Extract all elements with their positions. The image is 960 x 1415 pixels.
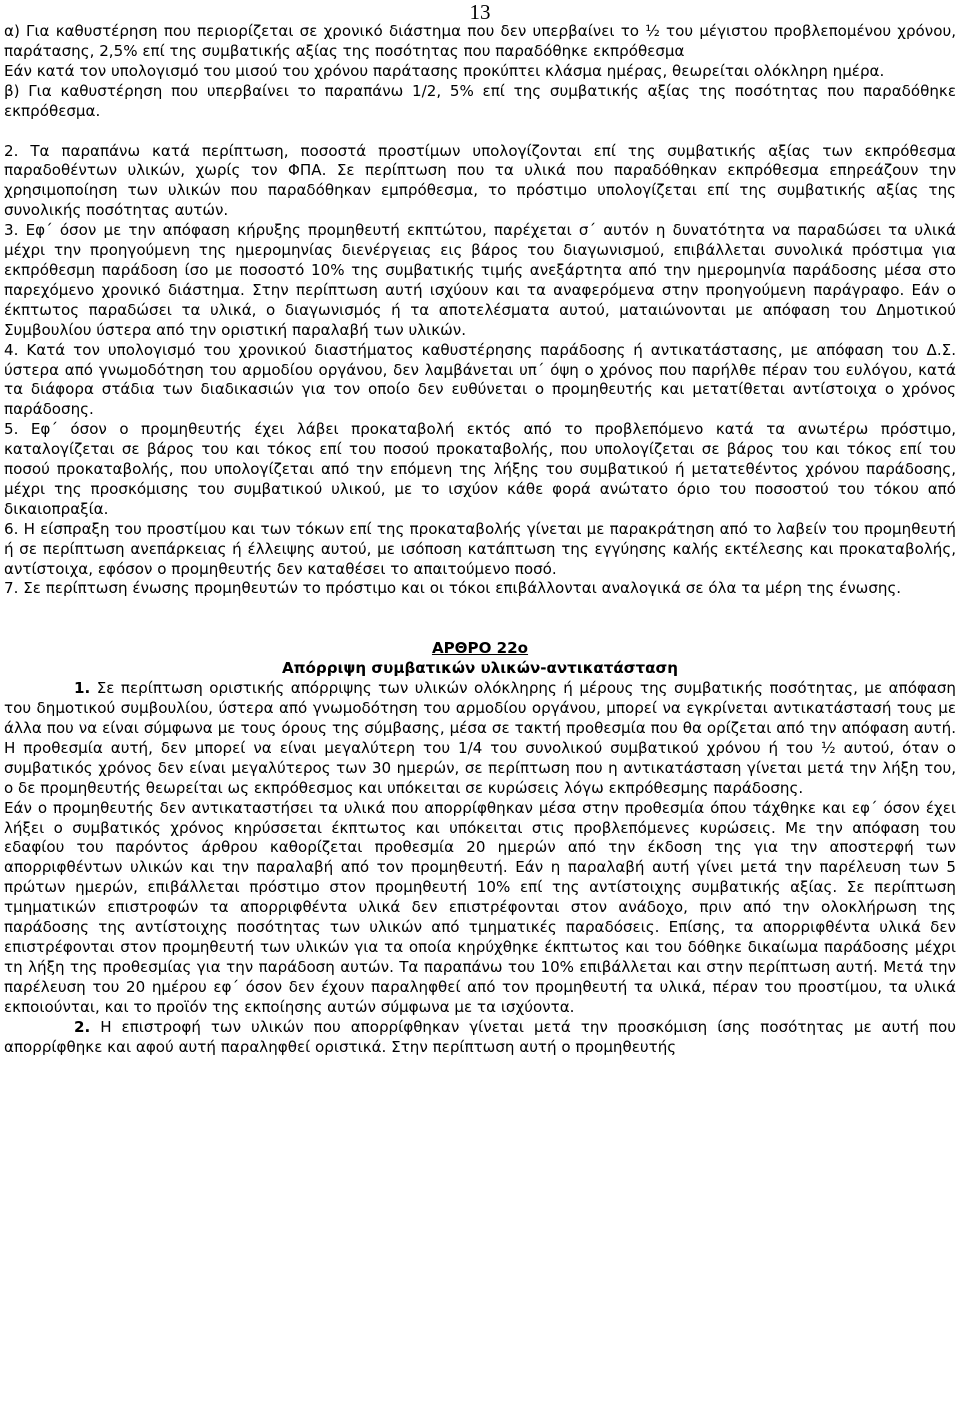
article-item-2-number: 2.: [74, 1017, 91, 1036]
article-item-2: [4, 1018, 956, 1058]
article-heading: [4, 639, 956, 659]
article-subtitle: Απόρριψη συμβατικών υλικών-αντικατάσταση: [281, 659, 679, 678]
article-item-1-text: Σε περίπτωση οριστικής απόρριψης των υλικών ολόκληρης ή μέρους της συμβατικής ποσότητας, με απόφαση του δημοτικού συμβουλίου, ύστερα από γνωμοδότηση του αρμοδίου οργάνου, μπορεί να εγκρίνεται αντικατάστασή τους με άλλα που να είναι σύμφωνα με τους όρους της σύμβασης, μέσα σε τακτή προθεσμία που θα ορίζεται από την απόφαση αυτή. Η προθεσμία αυτή, δεν μπορεί να είναι μεγαλύτερη του 1/4 του συνολικού συμβατικού χρόνου ή του ½ αυτού, όταν ο συμβατικός χρόνος δεν είναι μεγαλύτερος των 30 ημερών, σε περίπτωση που η αντικατάσταση γίνεται μετά την λήξη του, ο δε προμηθευτής θεωρείται ως εκπρόθεσμος και υπόκειται σε κυρώσεις λόγω εκπρόθεσμης παράδοσης.: [4, 679, 956, 797]
paragraph-b: β) Για καθυστέρηση που υπερβαίνει το παραπάνω 1/2, 5% επί της συμβατικής αξίας της ποσότητας που παραδόθηκε εκπρόθεσμα.: [4, 81, 956, 120]
spacer: [4, 599, 956, 639]
paragraph-2: 2. Τα παραπάνω κατά περίπτωση, ποσοστά προστίμων υπολογίζονται επί της συμβατικής αξίας των εκπρόθεσμα παραδοθέντων υλικών, χωρίς τον ΦΠΑ. Σε περίπτωση που τα υλικά που παραδόθηκαν εκπρόθεσμα επηρεάζουν την χρησιμοποίηση των υλικών που παραδόθηκαν εμπρόθεσμα, το πρόστιμο υπολογίζεται επί της συμβατικής αξίας της συνολικής ποσότητας αυτών.: [4, 141, 956, 220]
paragraph-4: 4. Κατά τον υπολογισμό του χρονικού διαστήματος καθυστέρησης παράδοσης ή αντικατάστασης, με απόφαση του Δ.Σ. ύστερα από γνωμοδότηση του αρμοδίου οργάνου, δεν λαμβάνεται υπ΄ όψη ο χρόνος που παρήλθε πέραν του ευλόγου, κατά τα διάφορα στάδια των διαδικασιών για τον οποίο δεν ευθύνεται ο προμηθευτής και μετατίθεται αντίστοιχα ο χρόνος παράδοσης.: [4, 340, 956, 419]
paragraph-3: 3. Εφ΄ όσον με την απόφαση κήρυξης προμηθευτή εκπτώτου, παρέχεται σ΄ αυτόν η δυνατότητα να παραδώσει τα υλικά μέχρι την προηγούμενη της ημερομηνίας διενέργειας εις βάρος του διαγωνισμού, επιβάλλεται συνολικά πρόστιμα για εκπρόθεσμη παράδοση ίσο με ποσοστό 10% της συμβατικής τιμής ανεξάρτητα από την ημερομηνία παράδοσης μέσα στο παρεχόμενο χρονικό διάστημα. Στην περίπτωση αυτή ισχύουν και τα αναφερόμενα στην προηγούμενη παράγραφο. Εάν ο έκπτωτος παραδώσει τα υλικά, ο διαγωνισμός ή τα αποτελέσματα αυτού, ματαιώνονται με απόφαση του Δημοτικού Συμβουλίου ύστερα από την οριστική παραλαβή των υλικών.: [4, 221, 956, 339]
spacer: [4, 122, 956, 142]
paragraph-7: 7. Σε περίπτωση ένωσης προμηθευτών το πρόστιμο και οι τόκοι επιβάλλονται αναλογικά σε όλα τα μέρη της ένωσης.: [4, 579, 902, 598]
article-item-2-text: Η επιστροφή των υλικών που απορρίφθηκαν γίνεται μετά την προσκόμιση ίσης ποσότητας με αυτή που απορρίφθηκε και αφού αυτή παραληφθεί οριστικά. Στην περίπτωση αυτή ο προμηθευτής: [4, 1017, 956, 1056]
paragraph-a-note: Εάν κατά τον υπολογισμό του μισού του χρόνου παράτασης προκύπτει κλάσμα ημέρας, θεωρείται ολόκληρη ημέρα.: [4, 61, 885, 80]
paragraph-6: 6. Η είσπραξη του προστίμου και των τόκων επί της προκαταβολής γίνεται με παρακράτηση από το λαβείν του προμηθευτή ή σε περίπτωση ανεπάρκειας ή έλλειψης αυτού, με ισόποση κατάπτωση της εγγύησης καλής εκτέλεσης και προκαταβολής, αντίστοιχα, εφόσον ο προμηθευτής δεν καταθέσει το απαιτούμενο ποσό.: [4, 519, 956, 578]
page-number: 13: [469, 0, 491, 24]
article-item-1-number: 1.: [74, 679, 91, 698]
paragraph-a: α) Για καθυστέρηση που περιορίζεται σε χρονικό διάστημα που δεν υπερβαίνει το ½ του μέγιστου προβλεπομένου χρόνου, παράτασης, 2,5% επί της συμβατικής αξίας της ποσότητας που παραδόθηκε εκπρόθεσμα: [4, 22, 956, 60]
paragraph-5: 5. Εφ΄ όσον ο προμηθευτής έχει λάβει προκαταβολή εκτός από το προβλεπόμενο κατά τα ανωτέρω πρόστιμο, καταλογίζεται σε βάρος του και τόκος επί του ποσού προκαταβολής, που υπολογίζεται σε βάρος του και τόκος επί του ποσού προκαταβολής, που υπολογίζεται από την επόμενη της λήξης του συμβατικού ή μετατεθέντος χρόνου παράδοσης, μέχρι της προσκόμισης του συμβατικού υλικού, με το ισχύον κάθε φορά ανώτατο όριο του ποσοστού του τόκου από δικαιοπραξία.: [4, 420, 956, 518]
article-body: Εάν ο προμηθευτής δεν αντικαταστήσει τα υλικά που απορρίφθηκαν μέσα στην προθεσμία όπου τάχθηκε και εφ΄ όσον έχει λήξει ο συμβατικός χρόνος κηρύσσεται έκπτωτος και υπόκειται στις προβλεπόμενες κυρώσεις. Με την απόφαση του εδαφίου του παρόντος άρθρου καθορίζεται προθεσμία 20 ημερών από την έκδοση της για την αποστερφή των απορριφθέντων υλικών και την παραλαβή από τον προμηθευτή. Εάν η παραλαβή αυτή γίνει μετά την παρέλευση των 5 πρώτων ημερών, επιβάλλεται πρόστιμο στον προμηθευτή 10% επί της αντίστοιχης συμβατικής αξίας. Σε περίπτωση τμηματικών επιστροφών τα απορριφθέντα υλικά δεν επιστρέφονται στον ανάδοχο, πριν από την ολοκλήρωση της παράδοσης της αντίστοιχης ποσότητας των υλικών από τμηματικές παραδόσεις. Επίσης, τα απορριφθέντα υλικά δεν επιστρέφονται στον προμηθευτή των υλικών για τα οποία κηρύχθηκε έκπτωτος και του δόθηκε δικαίωμα παράδοσης μέχρι τη λήξη της προθεσμίας για την παράδοση αυτών. Τα παραπάνω του 10% επιβάλλεται και στην περίπτωση αυτή. Μετά την παρέλευση του 20 ημέρου εφ΄ όσον δεν έχουν παραληφθεί από τον προμηθευτή τα υλικά, πέραν του προστίμου, τα υλικά εκποιούνται, και το προϊόν της εκποίησης αυτών σύμφωνα με τα ισχύοντα.: [4, 798, 956, 1016]
article-item-1: [4, 679, 956, 798]
article-title: ΑΡΘΡΟ 22ο: [431, 639, 529, 658]
